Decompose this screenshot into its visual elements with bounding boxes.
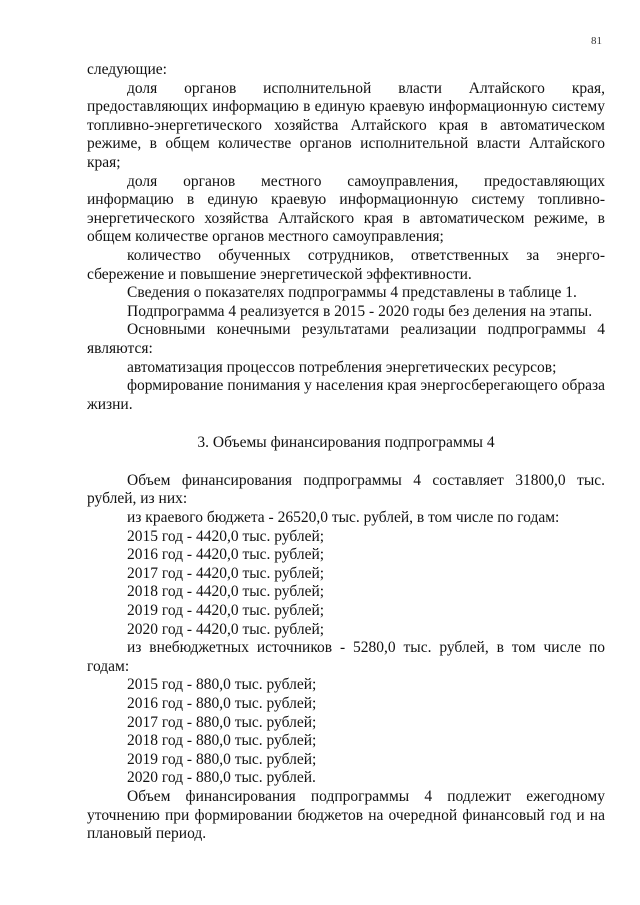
paragraph-result-automation: автоматизация процессов потребления энергетических ресурсов; [127,358,557,376]
list-item: 2015 год - 880,0 тыс. рублей; [127,676,317,694]
paragraph-indicators-table: Сведения о показателях подпрограммы 4 представлены в таблице 1. [127,284,577,302]
document-body [87,61,605,844]
paragraph-indicator-municipal: доля органов местного самоуправления, предоставляющих информацию в единую краевую информационную систему топливно-энергетического хозяйства Алтайского края в автоматическом режиме, в общем количестве органов местного самоуправления; [87,172,605,246]
extrabudgetary-list [87,676,605,788]
list-item: 2017 год - 880,0 тыс. рублей; [127,713,317,731]
paragraph-extrabudgetary: из внебюджетных источников - 5280,0 тыс. рублей, в том числе по годам: [87,639,605,675]
paragraph-indicator-executive: доля органов исполнительной власти Алтайского края, предоставляющих информацию в единую краевую информационную систему топливно-энергетического хозяйства Алтайского края в автоматическом режиме, в общем количестве органов исполнительной власти Алтайского края; [87,79,605,171]
list-item: 2016 год - 880,0 тыс. рублей; [127,695,317,712]
paragraph-indicator-staff: количество обученных сотрудников, ответственных за энергосбережение и повышение энергетической эффективности. [87,246,605,283]
list-item: 2018 год - 880,0 тыс. рублей; [127,732,317,750]
page-number: 81 [591,35,602,47]
regional-budget-list [87,528,605,640]
paragraph-closing: Объем финансирования подпрограммы 4 подлежит ежегодному уточнению при формировании бюджетов на очередной финансовый год и на плановый период. [87,787,605,843]
paragraph-period: Подпрограмма 4 реализуется в 2015 - 2020 годы без деления на этапы. [127,302,593,320]
paragraph-results-intro: Основными конечными результатами реализации подпрограммы 4 являются: [87,321,605,357]
list-item: 2020 год - 880,0 тыс. рублей. [127,769,316,787]
list-item: 2017 год - 4420,0 тыс. рублей; [127,564,325,582]
paragraph-lead: следующие: [87,61,167,78]
paragraph-result-awareness: формирование понимания у населения края энергосберегающего образа жизни. [87,377,605,413]
list-item: 2019 год - 4420,0 тыс. рублей; [127,602,325,620]
list-item: 2019 год - 880,0 тыс. рублей; [127,750,317,768]
paragraph-regional-budget: из краевого бюджета - 26520,0 тыс. рублей, в том числе по годам: [127,509,560,527]
list-item: 2020 год - 4420,0 тыс. рублей; [127,620,325,638]
list-item: 2015 год - 4420,0 тыс. рублей; [127,527,325,545]
paragraph-funding-total: Объем финансирования подпрограммы 4 составляет 31800,0 тыс. рублей, из них: [87,471,605,508]
list-item: 2016 год - 4420,0 тыс. рублей; [127,546,325,564]
list-item: 2018 год - 4420,0 тыс. рублей; [127,583,325,601]
section-heading: 3. Объемы финансирования подпрограммы 4 [197,434,495,452]
